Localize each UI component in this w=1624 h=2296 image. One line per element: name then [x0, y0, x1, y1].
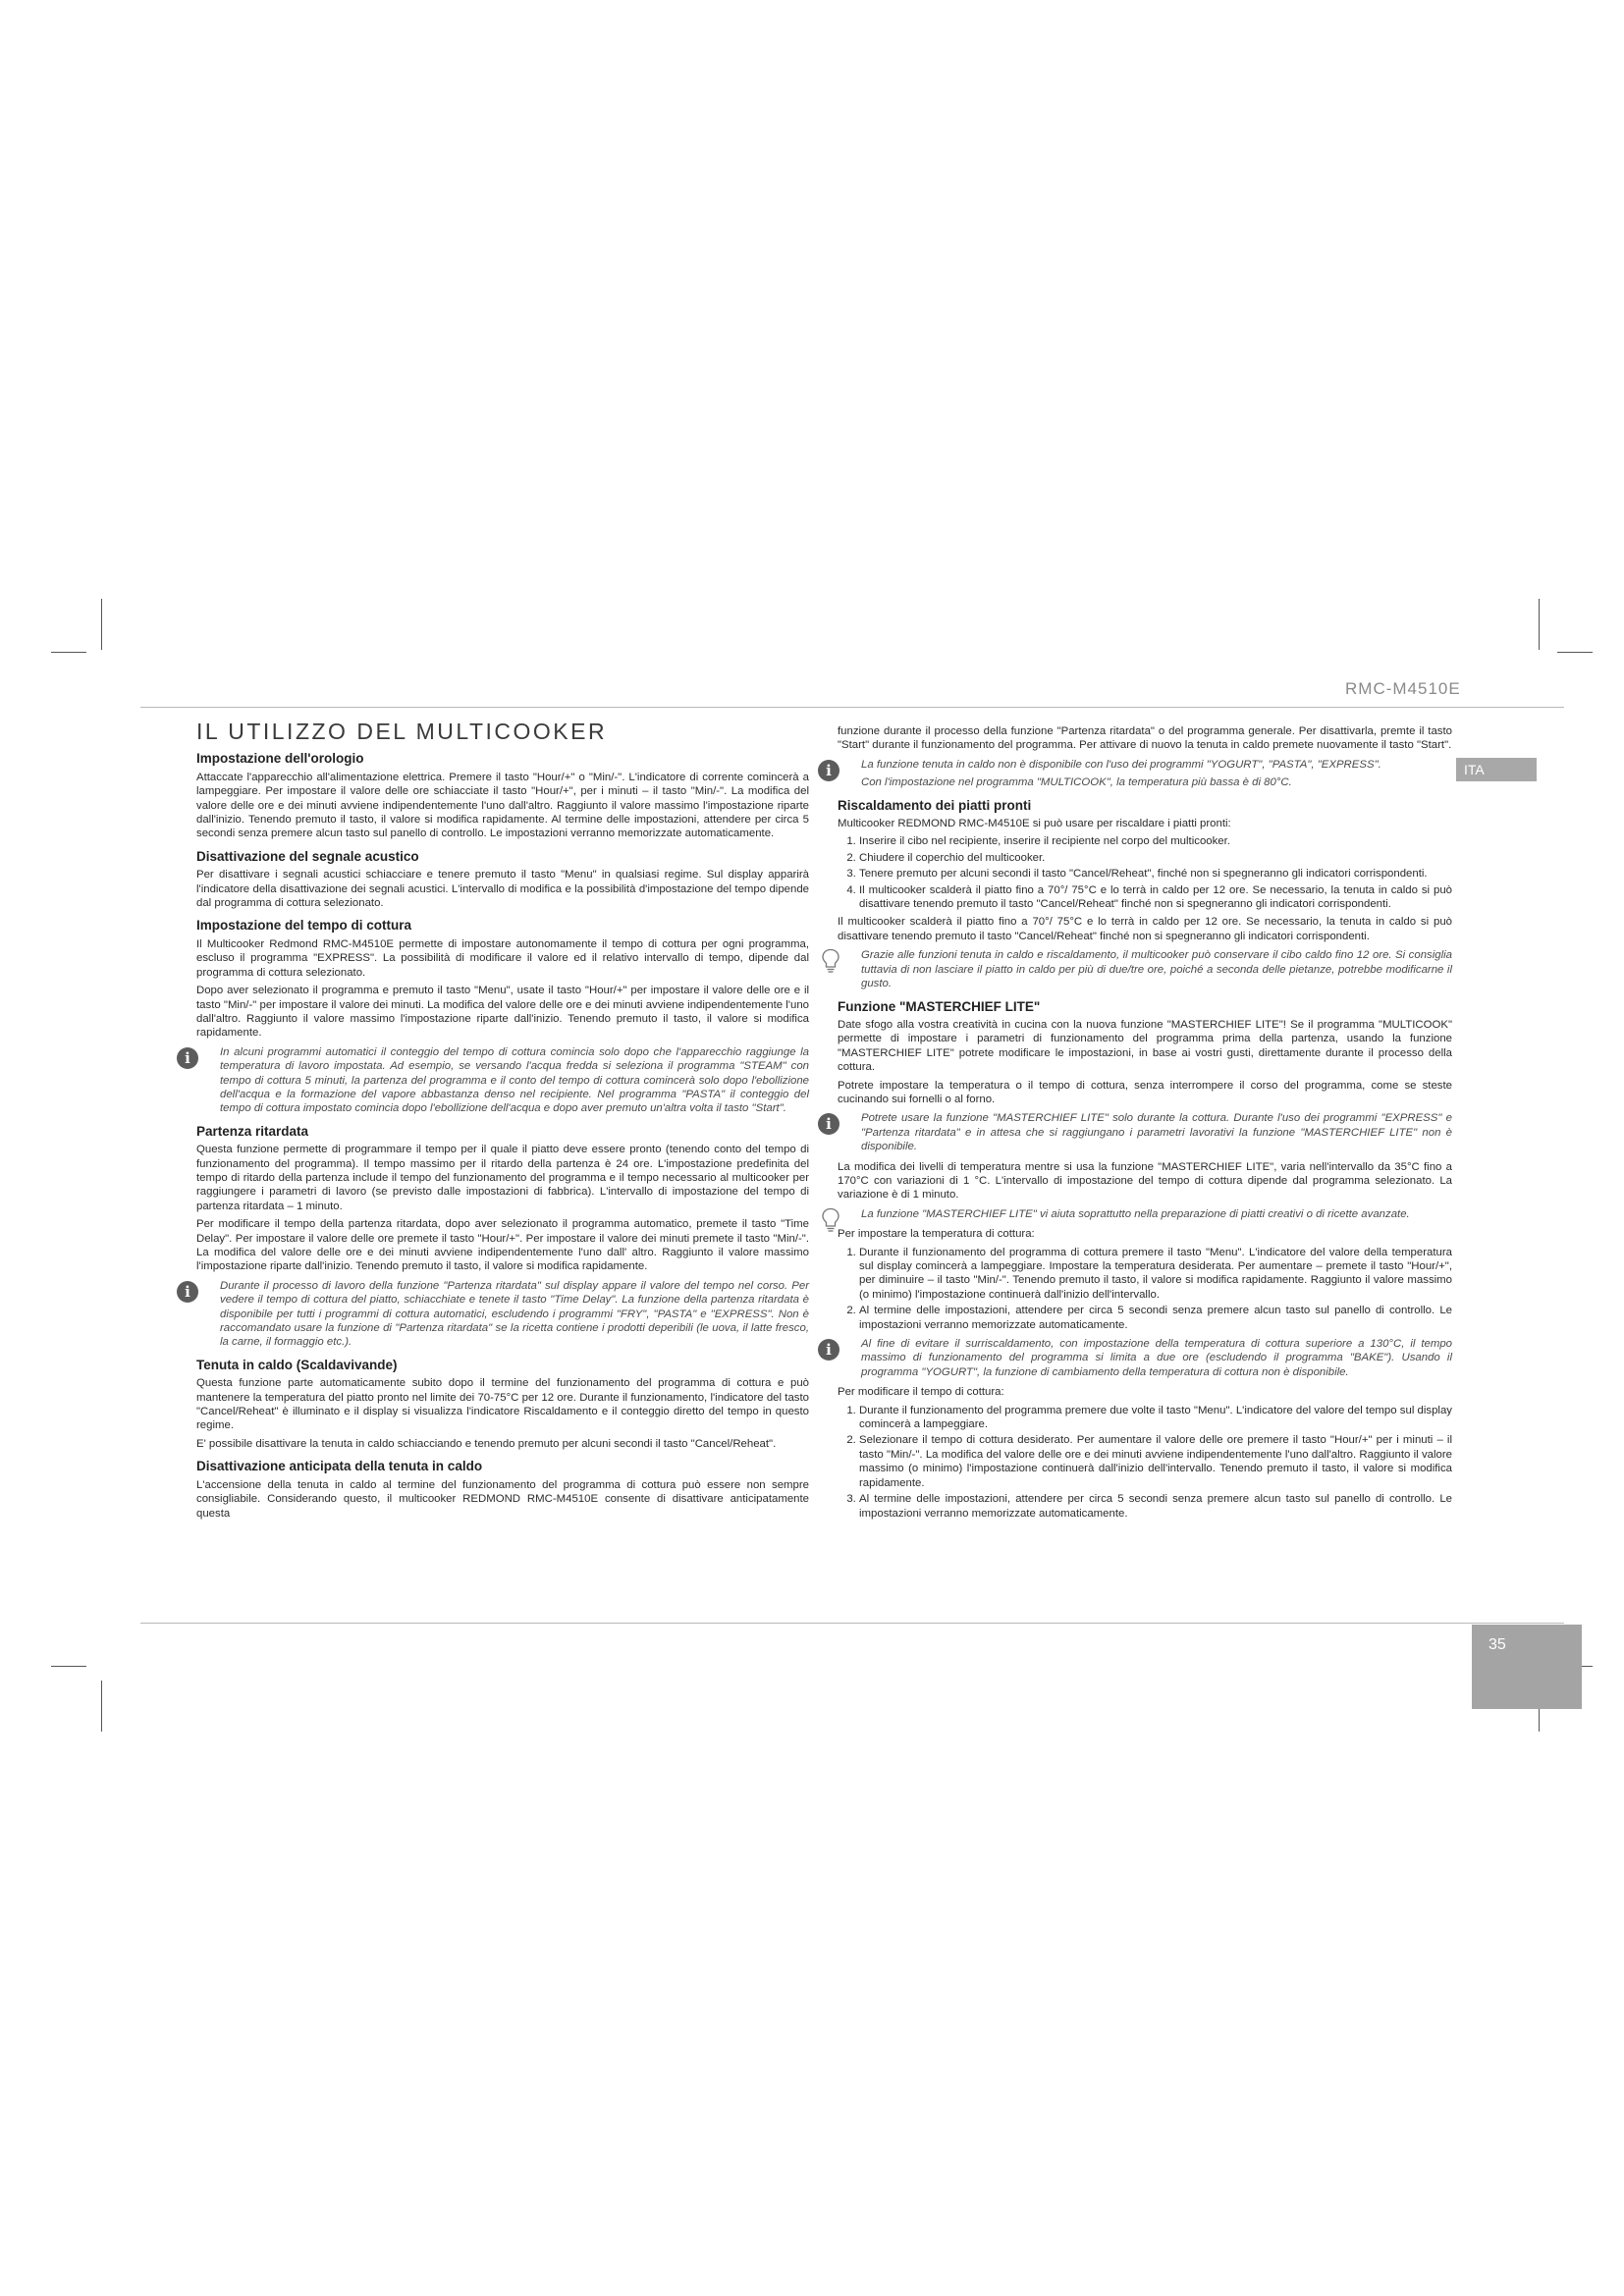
list-item: 2. Chiudere il coperchio del multicooker.: [859, 851, 1452, 865]
tip-text: La funzione "MASTERCHIEF LITE" vi aiuta soprattutto nella preparazione di piatti creativi o di ricette avanzate.: [861, 1207, 1410, 1220]
note-text: Al fine di evitare il surriscaldamento, con impostazione della temperatura di cottura superiore a 130°C, il tempo massimo di funzionamento del programma si limita a due ore (escludendo il programma "BAKE"). Usando il programma "YOGURT", la funzione di cambiamento della temperatura di cottura non è disponibile.: [861, 1338, 1452, 1378]
info-note: [826, 758, 1452, 790]
section-heading-delay: Partenza ritardata: [196, 1123, 309, 1139]
note-text: Durante il processo di lavoro della funzione "Partenza ritardata" sul display appare il valore del tempo nel corso. Per vedere il tempo di cottura del piatto, schiacchiate e tenete il tasto "Time Delay". La funzione della partenza ritardata è disponibile per tutti i programmi di cottura automatici, escludendo i programmi "FRY", "PASTA" e "EXPRESS". Non è raccomandato usare la funzione di "Partenza ritardata" se la ricetta contiene i prodotti deperibili (le uova, il latte fresco, la carne, il formaggio etc.).: [220, 1279, 809, 1349]
paragraph: Il Multicooker Redmond RMC-M4510E permette di impostare autonomamente il tempo di cottura per ogni programma, escluso il programma "EXPRESS". La possibilità di modificare il valore ed il relativo intervallo di tempo, dipende dal programma di cottura selezionato.: [196, 937, 809, 979]
header-rule: [140, 707, 1564, 708]
list-item: 1. Inserire il cibo nel recipiente, inserire il recipiente nel corpo del multicooker.: [859, 834, 1452, 848]
tip-note: [838, 948, 1452, 990]
paragraph: funzione durante il processo della funzione "Partenza ritardata" o del programma generale. Per disattivarla, premte il tasto "Start" durante il funzionamento del programma. Per attivare di nuovo la tenuta in caldo premete nuovamente il tasto "Start".: [838, 725, 1452, 752]
footer-rule: [140, 1623, 1564, 1624]
page-number: 35: [1489, 1636, 1506, 1653]
list-item: 3. Al termine delle impostazioni, attendere per circa 5 secondi senza premere alcun tasto sul panello di controllo. Le impostazioni verranno memorizzate automaticamente.: [859, 1492, 1452, 1521]
section-heading-keep-warm: Tenuta in caldo (Scaldavivande): [196, 1357, 398, 1372]
section-heading-cooking-time: Impostazione del tempo di cottura: [196, 918, 412, 934]
paragraph: La modifica dei livelli di temperatura mentre si usa la funzione "MASTERCHIEF LITE", varia nell'intervallo da 35°C fino a 170°C con variazioni di 1 °C. L'intervallo di impostazione del tempo di cottura dipende dal programma selezionato. La variazione è di 1 minuto.: [838, 1160, 1452, 1201]
paragraph: Per disattivare i segnali acustici schiacciare e tenere premuto il tasto "Menu" in qualsiasi regime. Sul display apparirà l'indicatore della disattivazione dei segnali acustici. L'intervallo di modifica e la possibilità d'impostazione del tempo dipende dal programma di cottura selezionato.: [196, 869, 809, 910]
tip-text: Grazie alle funzioni tenuta in caldo e riscaldamento, il multicooker può conservare il cibo caldo fino 12 ore. Si consiglia tuttavia di non lasciare il piatto in caldo per più di due/tre ore, poiché a seconda delle pietanze, potrebbe modificarne il gusto.: [861, 949, 1452, 990]
crop-mark: [1539, 599, 1540, 650]
list-item: 4. Il multicooker scalderà il piatto fino a 70°/ 75°C e lo terrà in caldo per 12 ore. Se necessario, la tenuta in caldo si può disattivare tenendo premuto il tasto "Cancel/Reheat" finché non si spegneranno gli indicatori corrispondenti.: [859, 883, 1452, 912]
info-icon: i: [818, 1339, 839, 1361]
crop-mark: [101, 1681, 102, 1732]
paragraph: L'accensione della tenuta in caldo al termine del funzionamento del programma di cottura può essere non sempre consigliabile. Considerando questo, il multicooker REDMOND RMC-M4510E consente di disattivare anticipatamente questa: [196, 1478, 809, 1520]
crop-mark: [51, 1666, 86, 1667]
list-item: 3. Tenere premuto per alcuni secondi il tasto "Cancel/Reheat", finché non si spegneranno gli indicatori corrispondenti.: [859, 867, 1452, 881]
info-note: [826, 1111, 1452, 1153]
steps-list: [838, 834, 1452, 911]
list-item: 2. Selezionare il tempo di cottura desiderato. Per aumentare il valore delle ore premere il tasto "Hour/+" per i minuti – il tasto "Min/-". La modifica del valore delle ore e dei minuti avviene indipendentemente l'uno dall'altro. Raggiunto il valore massimo (o minimo) l'impostazione continuerà dall'inizio dell'intervallo. Tenendo premuto il tasto, il valore si modifica rapidamente.: [859, 1433, 1452, 1490]
paragraph: Multicooker REDMOND RMC-M4510E si può usare per riscaldare i piatti pronti:: [838, 818, 1231, 830]
list-item: 1. Durante il funzionamento del programma premere due volte il tasto "Menu". L'indicatore del valore del tempo sul display comincerà a lampeggiare.: [859, 1404, 1452, 1432]
info-icon: i: [818, 1113, 839, 1135]
right-column: [826, 724, 1452, 1524]
section-heading-masterchief: Funzione "MASTERCHIEF LITE": [838, 998, 1041, 1014]
note-text: In alcuni programmi automatici il conteggio del tempo di cottura comincia solo dopo che l'apparecchio raggiunge la temperatura di lavoro impostata. Ad esempio, se versando l'acqua fredda si seleziona il programma "STEAM" con tempo di cottura 5 minuti, la partenza del programma e il conto del tempo di cottura comincerà solo dopo l'ebollizione dell'acqua e la formazione del vapore abbastanza denso nel recipiente. Nel programma "PASTA" il conteggio del tempo di cottura impostato comincia dopo l'ebollizione dell'acqua e dopo aver premuto un'altra volta il tasto "Start".: [220, 1045, 809, 1115]
section-heading-reheat: Riscaldamento dei piatti pronti: [838, 797, 1032, 813]
steps-list: [838, 1246, 1452, 1332]
info-icon: i: [177, 1047, 198, 1069]
crop-mark: [101, 599, 102, 650]
left-column: [185, 719, 809, 1524]
lightbulb-icon: [821, 948, 840, 974]
paragraph: Per modificare il tempo della partenza ritardata, dopo aver selezionato il programma automatico, premete il tasto "Time Delay". Per impostare il valore delle ore premete il tasto "Hour/+". Per impostare il valore dei minuti premete il tasto "Min/-". La modifica del valore delle ore e dei minuti avviene indipendentemente l'uno dall' altro. Raggiunto il valore massimo l'impostazione riparte dall'inizio. Tenendo premuto il tasto, il valore si modifica rapidamente.: [196, 1218, 809, 1273]
info-note: [185, 1045, 809, 1116]
note-text: La funzione tenuta in caldo non è disponibile con l'uso dei programmi "YOGURT", "PASTA", "EXPRESS".: [861, 758, 1381, 771]
model-number: RMC-M4510E: [1345, 679, 1461, 698]
paragraph: E' possibile disattivare la tenuta in caldo schiacciando e tenendo premuto per alcuni secondi il tasto "Cancel/Reheat".: [196, 1437, 777, 1450]
paragraph: Questa funzione parte automaticamente subito dopo il termine del funzionamento del programma di cottura e può mantenere la temperatura del piatto pronto nel limite dei 70-75°С per 12 ore. Durante il funzionamento, l'indicatore del tasto "Cancel/Reheat" è illuminato e il display si visualizza l'indicatore Riscaldamento e il conteggio diretto del tempo in questo regime.: [196, 1377, 809, 1432]
paragraph: Potrete impostare la temperatura o il tempo di cottura, senza interrompere il corso del programma, come se steste cucinando sui fornelli o al forno.: [838, 1079, 1452, 1105]
section-heading-clock: Impostazione dell'orologio: [196, 751, 364, 767]
paragraph: Dopo aver selezionato il programma e premuto il tasto "Menu", usate il tasto "Hour/+" per impostare il valore delle ore e il tasto "Min/-" per impostare il valore dei minuti. La modifica del valore delle ore e dei minuti avviene indipendentemente l'uno dall'altro. Raggiunto il valore massimo l'impostazione riparte dall'inizio. Tenendo premuto il tasto, il valore si modifica rapidamente.: [196, 985, 809, 1040]
paragraph: Per modificare il tempo di cottura:: [838, 1386, 1004, 1399]
tip-note: [838, 1207, 1452, 1221]
paragraph: Per impostare la temperatura di cottura:: [838, 1228, 1035, 1241]
paragraph: Date sfogo alla vostra creatività in cucina con la nuova funzione "MASTERCHIEF LITE"! Se il programma "MULTICOOK" permette di impostare i parametri di funzionamento del programma prima della partenza, usando la funzione "MASTERCHIEF LITE" potrete modificare le impostazioni, in base ai vostri gusti, direttamente durante il processo della cottura.: [838, 1018, 1452, 1074]
language-tab: ITA: [1456, 758, 1537, 781]
info-icon: i: [818, 760, 839, 781]
info-note: [185, 1279, 809, 1350]
note-text: Con l'impostazione nel programma "MULTICOOK", la temperatura più bassa è di 80°C.: [861, 776, 1292, 789]
paragraph: Il multicooker scalderà il piatto fino a 70°/ 75°C e lo terrà in caldo per 12 ore. Se necessario, la tenuta in caldo si può disattivare tenendo premuto il tasto "Cancel/Reheat" finché non si spegneranno gli indicatori corrispondenti.: [838, 916, 1452, 942]
page-title: IL UTILIZZO DEL MULTICOOKER: [196, 719, 608, 744]
list-item: 1. Durante il funzionamento del programma di cottura premere il tasto "Menu". L'indicatore del valore della temperatura sul display comincerà a lampeggiare. Impostare la temperatura desiderata. Per aumentare – premete il tasto "Hour/+", per diminuire – il tasto "Min/-". Tenendo premuto il tasto, il valore si modifica rapidamente. Raggiunto il valore massimo (o minimo) l'impostazione continuerà dall'inizio dell'intervallo.: [859, 1246, 1452, 1303]
info-icon: i: [177, 1281, 198, 1303]
paragraph: Questa funzione permette di programmare il tempo per il quale il piatto deve essere pronto (tenendo conto del tempo di funzionamento del programma). Il tempo massimo per il ritardo della partenza è 24 ore. L'impostazione predefinita del tempo di ritardo della partenza include il tempo del funzionamento del programma e il tempo necessario al multicooker per raggiungere i parametri di lavoro (se previsto dalle impostazioni di fabbrica). L'intervallo di impostazione del tempo di partenza ritardata – 1 minuto.: [196, 1144, 809, 1212]
section-heading-early-off: Disattivazione anticipata della tenuta in caldo: [196, 1459, 483, 1474]
crop-mark: [51, 652, 86, 653]
paragraph: Attaccate l'apparecchio all'alimentazione elettrica. Premere il tasto "Hour/+" o "Min/-". L'indicatore di corrente comincerà a lampeggiare. Per impostare il valore delle ore schiacciate il tasto "Hour/+", per i minuti – il tasto "Min/-". La modifica del valore delle ore e dei minuti avviene indipendentemente l'uno dall'altro. Raggiunto il valore massimo l'impostazione riparte dall'inizio. Tenendo premuto il tasto, il valore si modifica rapidamente. Al termine delle impostazioni, attendere per circa 5 secondi senza premere alcun tasto sul panello di controllo. Le impostazioni verranno memorizzate automaticamente.: [196, 771, 809, 840]
note-text: Potrete usare la funzione "MASTERCHIEF LITE" solo durante la cottura. Durante l'uso dei programmi "EXPRESS" e "Partenza ritardata" e in attesa che si raggiungano i parametri lavorativi la funzione "MASTERCHIEF LITE" non è disponibile.: [861, 1112, 1452, 1153]
steps-list: [838, 1404, 1452, 1521]
section-heading-sound: Disattivazione del segnale acustico: [196, 848, 419, 864]
crop-mark: [1557, 652, 1593, 653]
info-note: [826, 1337, 1452, 1379]
list-item: 2. Al termine delle impostazioni, attendere per circa 5 secondi senza premere alcun tasto sul panello di controllo. Le impostazioni verranno memorizzate automaticamente.: [859, 1304, 1452, 1332]
lightbulb-icon: [821, 1207, 840, 1233]
